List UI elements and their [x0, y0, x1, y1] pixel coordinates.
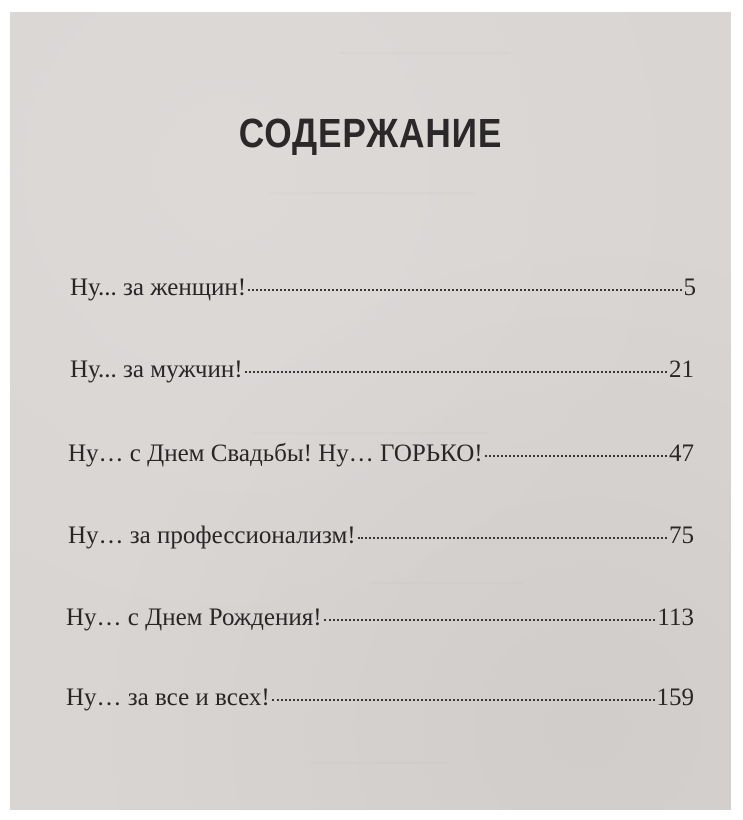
bleed-through-text: —————————————— [250, 422, 488, 441]
toc-entry-page: 113 [657, 604, 694, 631]
bleed-through-text: ———————— [310, 752, 446, 771]
dot-leader [358, 537, 667, 539]
bleed-through-text: ————————— [370, 572, 523, 591]
toc-entry [66, 604, 694, 632]
toc-entry [66, 684, 694, 712]
toc-entry-title: Ну… с Днем Свадьбы! Ну… ГОРЬКО! [68, 440, 483, 467]
toc-entry [70, 356, 694, 384]
toc-entry-page: 5 [683, 274, 696, 301]
toc-entry-title: Ну… с Днем Рождения! [66, 604, 322, 631]
toc-entry-title: Ну... за женщин! [70, 274, 247, 301]
toc-entry-page: 21 [669, 356, 694, 383]
toc-entry-page: 159 [656, 684, 694, 711]
toc-entry [70, 274, 696, 302]
page-title: СОДЕРЖАНИЕ [238, 110, 503, 156]
toc-entry-page: 47 [669, 440, 694, 467]
toc-entry [68, 440, 694, 468]
book-page [10, 12, 731, 810]
toc-entry-title: Ну... за мужчин! [70, 356, 243, 383]
table-of-contents [10, 12, 731, 810]
toc-entry-page: 75 [669, 522, 694, 549]
toc-entry [68, 522, 694, 550]
dot-leader [272, 699, 655, 701]
dot-leader [324, 619, 656, 621]
bleed-through-text: ———————————— [270, 182, 474, 201]
dot-leader [485, 455, 667, 457]
toc-entry-title: Ну… за профессионализм! [68, 522, 356, 549]
dot-leader [248, 289, 681, 291]
toc-entry-title: Ну… за все и всех! [66, 684, 270, 711]
dot-leader [245, 371, 667, 373]
bleed-through-text: —————————— [340, 42, 510, 61]
